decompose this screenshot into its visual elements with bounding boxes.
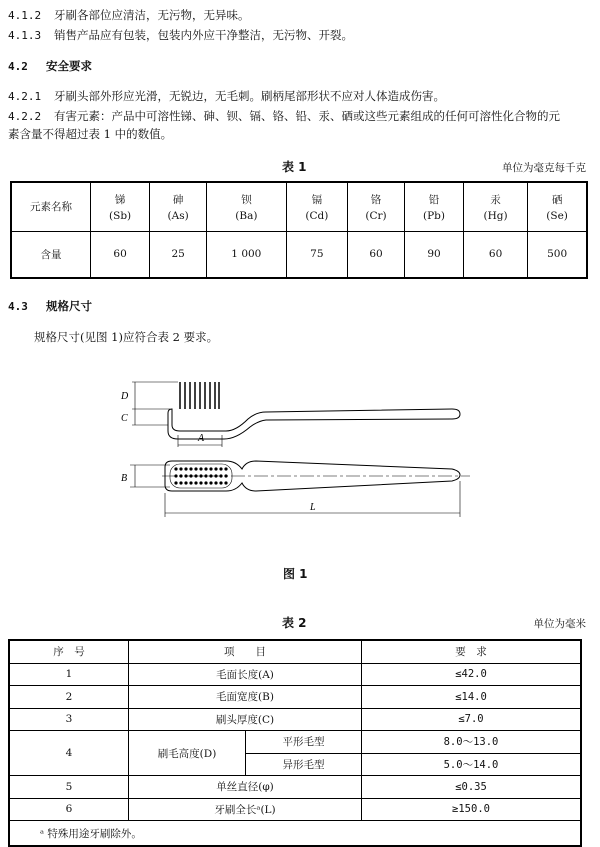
table2-seq: 1 (9, 663, 129, 686)
dim-label-c: C (121, 413, 128, 424)
table-2 (8, 639, 582, 847)
table2-seq: 6 (9, 798, 129, 821)
table2-footnote: ᵃ 特殊用途牙刷除外。 (9, 821, 581, 847)
section-4-2-heading (8, 59, 92, 74)
table2-req: ≤7.0 (362, 708, 582, 731)
table2-item: 毛面宽度(B) (129, 686, 362, 709)
table1-value: 60 (463, 231, 527, 278)
clause-4-2-2 (8, 109, 560, 124)
element-name: 铅 (428, 193, 440, 206)
clause-number: 4.2 (8, 60, 28, 73)
table1-cell (207, 182, 287, 231)
element-symbol: (Se) (546, 209, 568, 222)
section-title: 安全要求 (46, 59, 92, 73)
element-name: 镉 (311, 193, 323, 206)
table2-subitem: 异形毛型 (246, 753, 362, 776)
clause-text: 规格尺寸(见图 1)应符合表 2 要求。 (34, 330, 219, 344)
table2-row (9, 798, 581, 821)
table2-row (9, 776, 581, 799)
element-name: 铬 (370, 193, 382, 206)
clause-text: 牙刷头部外形应光滑，无锐边，无毛刺。刷柄尾部形状不应对人体造成伤害。 (54, 89, 445, 103)
table-1 (10, 181, 588, 279)
table1-cell (150, 182, 207, 231)
table2-seq: 2 (9, 686, 129, 709)
table2-seq: 4 (9, 731, 129, 776)
element-symbol: (Cd) (305, 209, 329, 222)
table1-value: 60 (348, 231, 405, 278)
table1-cell (348, 182, 405, 231)
table1-value: 25 (150, 231, 207, 278)
table1-value: 75 (286, 231, 347, 278)
table1-unit: 单位为毫克每千克 (502, 162, 586, 174)
table2-header-req: 要 求 (362, 640, 582, 663)
clause-text: 有害元素：产品中可溶性锑、砷、钡、镉、铬、铅、汞、硒或这些元素组成的任何可溶性化合物的元 (54, 109, 560, 123)
table1-value: 1 000 (207, 231, 287, 278)
table2-req: ≤42.0 (362, 663, 582, 686)
element-symbol: (Hg) (483, 209, 508, 222)
table2-row (9, 686, 581, 709)
table1-value-row (11, 231, 587, 278)
section-title: 规格尺寸 (46, 299, 92, 313)
clause-number: 4.2.1 (8, 90, 42, 103)
element-name: 砷 (172, 193, 184, 206)
figure-1-toothbrush-diagram (0, 365, 600, 525)
table1-cell (463, 182, 527, 231)
element-name: 锑 (114, 193, 126, 206)
element-symbol: (As) (167, 209, 189, 222)
clause-number: 4.1.3 (8, 29, 42, 42)
clause-text: 牙刷各部位应清洁，无污物，无异味。 (54, 8, 250, 22)
element-symbol: (Pb) (423, 209, 445, 222)
element-symbol: (Sb) (109, 209, 132, 222)
table2-seq: 3 (9, 708, 129, 731)
table1-element-row (11, 182, 587, 231)
table2-row (9, 708, 581, 731)
element-name: 汞 (490, 193, 501, 206)
table2-caption: 表 2 (282, 616, 307, 630)
clause-4-3-body (34, 330, 218, 345)
table2-header-item: 项 目 (129, 640, 362, 663)
table2-item: 刷头厚度(C) (129, 708, 362, 731)
table1-cell (528, 182, 587, 231)
table1-row-header: 元素名称 (11, 182, 91, 231)
element-name: 硒 (551, 193, 563, 206)
clause-4-1-2 (8, 8, 250, 23)
clause-4-2-2-cont (8, 127, 172, 142)
table1-value-header: 含量 (11, 231, 91, 278)
table1-value: 90 (405, 231, 464, 278)
clause-number: 4.3 (8, 300, 28, 313)
element-name: 钡 (241, 193, 252, 206)
table2-item: 毛面长度(A) (129, 663, 362, 686)
section-4-3-heading (8, 299, 92, 314)
table2-subitem: 平形毛型 (246, 731, 362, 754)
table2-item: 刷毛高度(D) (129, 731, 246, 776)
table2-header-row (9, 640, 581, 663)
table2-item: 牙刷全长ᵃ(L) (129, 798, 362, 821)
dim-label-d: D (121, 391, 129, 402)
table2-req: ≤14.0 (362, 686, 582, 709)
table1-cell (405, 182, 464, 231)
dim-label-l: L (310, 502, 316, 513)
table2-unit: 单位为毫米 (533, 618, 586, 630)
table2-row (9, 663, 581, 686)
table2-header-seq: 序 号 (9, 640, 129, 663)
table2-req: ≥150.0 (362, 798, 582, 821)
clause-text: 销售产品应有包装，包装内外应干净整洁，无污物、开裂。 (54, 28, 353, 42)
table2-req: ≤0.35 (362, 776, 582, 799)
table2-row (9, 731, 581, 754)
toothbrush-side-view (132, 382, 460, 447)
table1-value: 60 (91, 231, 150, 278)
table1-caption: 表 1 (282, 160, 307, 174)
table2-footnote-row (9, 821, 581, 847)
clause-4-1-3 (8, 28, 353, 43)
table1-cell (91, 182, 150, 231)
element-symbol: (Ba) (235, 209, 258, 222)
table2-req: 5.0～14.0 (362, 753, 582, 776)
dim-label-a: A (198, 433, 205, 444)
table2-req: 8.0～13.0 (362, 731, 582, 754)
figure1-caption: 图 1 (283, 567, 308, 581)
table1-cell (286, 182, 347, 231)
element-symbol: (Cr) (365, 209, 387, 222)
table2-seq: 5 (9, 776, 129, 799)
clause-number: 4.1.2 (8, 9, 42, 22)
dim-label-b: B (121, 473, 128, 484)
clause-4-2-1 (8, 89, 445, 104)
bristle-tuft-dots (174, 467, 227, 484)
table2-item: 单丝直径(φ) (129, 776, 362, 799)
table1-value: 500 (528, 231, 587, 278)
clause-number: 4.2.2 (8, 110, 42, 123)
clause-text: 素含量不得超过表 1 中的数值。 (8, 127, 173, 141)
